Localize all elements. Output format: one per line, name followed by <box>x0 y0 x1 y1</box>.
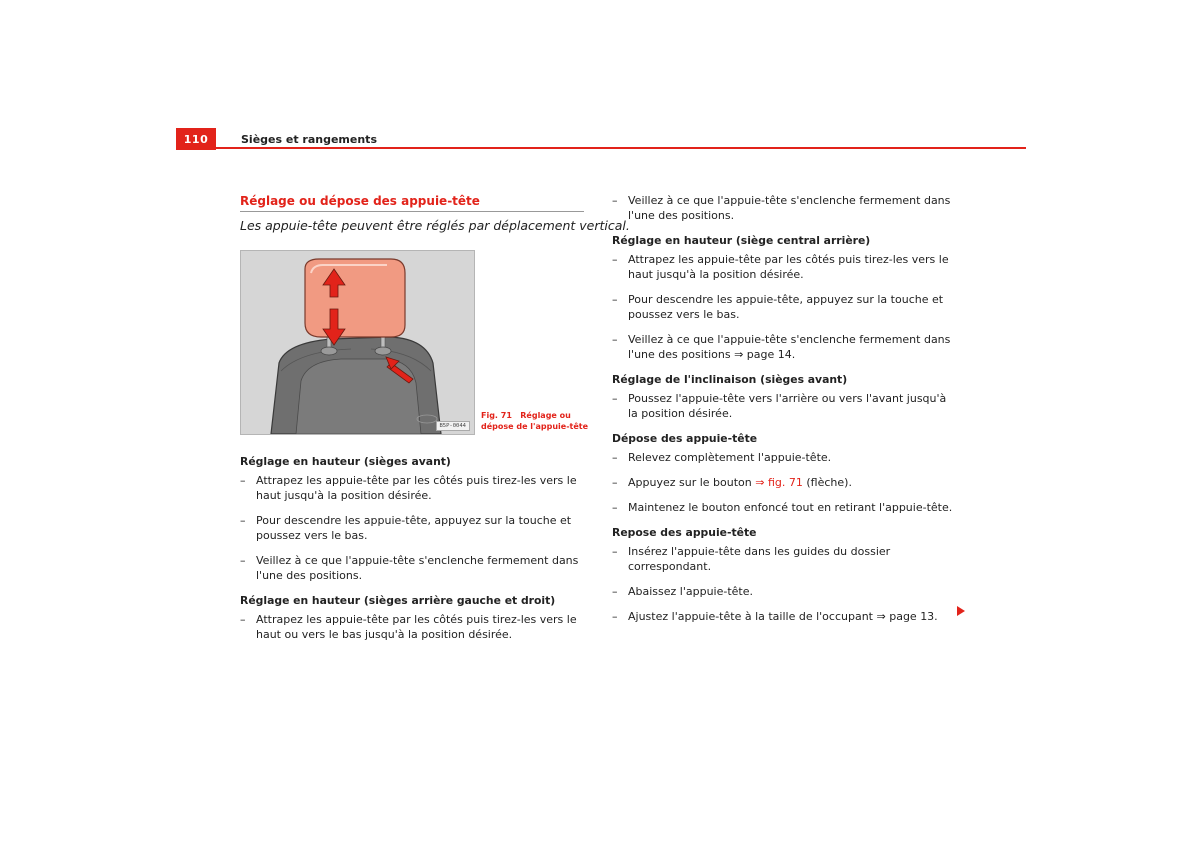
page-reference-link[interactable]: page 13. <box>889 610 938 623</box>
xref-arrow-icon: ⇒ <box>734 348 744 361</box>
headrest <box>305 259 405 337</box>
left-column <box>240 454 585 652</box>
block-inclination <box>612 372 958 421</box>
figure-code: B5P-0044 <box>436 421 471 431</box>
continue-arrow-icon <box>957 606 965 616</box>
figure-caption-number: Fig. 71 <box>481 411 512 420</box>
list-item: – Poussez l'appuie-tête vers l'arrière ou vers l'avant jusqu'à la position désirée. <box>612 392 947 420</box>
list-item: – Appuyez sur le bouton ⇒ fig. 71 (flèche). <box>612 476 852 489</box>
headrest-figure <box>240 250 475 435</box>
list-item: – Maintenez le bouton enfoncé tout en retirant l'appuie-tête. <box>612 501 953 514</box>
subheading: Dépose des appuie-tête <box>612 432 758 445</box>
figure-caption-text: Réglage ou dépose de l'appuie-tête <box>481 411 589 431</box>
list-item: – Attrapez les appuie-tête par les côtés puis tirez-les vers le haut jusqu'à la position désirée. <box>240 474 577 502</box>
list-item: – Attrapez les appuie-tête par les côtés puis tirez-les vers le haut ou vers le bas jusqu'à la position désirée. <box>240 613 577 641</box>
subheading: Réglage en hauteur (sièges arrière gauche et droit) <box>240 594 556 607</box>
list-item: – Pour descendre les appuie-tête, appuyez sur la touche et poussez vers le bas. <box>612 293 944 321</box>
block-refit <box>612 525 958 624</box>
block-removal <box>612 431 958 515</box>
list-item: – Insérez l'appuie-tête dans les guides du dossier correspondant. <box>612 545 891 573</box>
section-title: Réglage ou dépose des appuie-tête <box>240 194 480 208</box>
list-item: – Veillez à ce que l'appuie-tête s'enclenche fermement dans l'une des positions ⇒ page 14. <box>612 333 951 361</box>
list-item: – Abaissez l'appuie-tête. <box>612 585 754 598</box>
list-item: – Pour descendre les appuie-tête, appuyez sur la touche et poussez vers le bas. <box>240 514 572 542</box>
block-center-height <box>612 233 958 362</box>
subheading: Réglage en hauteur (siège central arrière) <box>612 234 871 247</box>
subheading: Réglage en hauteur (sièges avant) <box>240 455 451 468</box>
headrest-illustration <box>241 251 474 434</box>
list-item: – Ajustez l'appuie-tête à la taille de l'occupant ⇒ page 13. <box>612 610 938 623</box>
list-item: – Veillez à ce que l'appuie-tête s'enclenche fermement dans l'une des positions. <box>240 554 579 582</box>
list-item: – Attrapez les appuie-tête par les côtés puis tirez-les vers le haut jusqu'à la position désirée. <box>612 253 949 281</box>
header-rule <box>216 147 1026 149</box>
page-number: 110 <box>176 128 216 150</box>
xref-arrow-icon: ⇒ <box>755 476 765 489</box>
xref-arrow-icon: ⇒ <box>876 610 886 623</box>
block-front-height <box>240 454 585 583</box>
subheading: Repose des appuie-tête <box>612 526 757 539</box>
list-item: – Relevez complètement l'appuie-tête. <box>612 451 832 464</box>
page-reference-link[interactable]: page 14. <box>746 348 796 361</box>
figure-reference-link[interactable]: fig. 71 <box>767 476 803 489</box>
list-item: – Veillez à ce que l'appuie-tête s'enclenche fermement dans l'une des positions. <box>612 194 951 222</box>
chapter-title: Sièges et rangements <box>241 133 377 146</box>
subheading: Réglage de l'inclinaison (sièges avant) <box>612 373 848 386</box>
figure-caption <box>481 411 591 432</box>
section-intro: Les appuie-tête peuvent être réglés par déplacement vertical. <box>240 218 630 233</box>
right-column <box>612 193 958 634</box>
block-rear-side-height <box>240 593 585 642</box>
section-rule <box>240 211 584 212</box>
